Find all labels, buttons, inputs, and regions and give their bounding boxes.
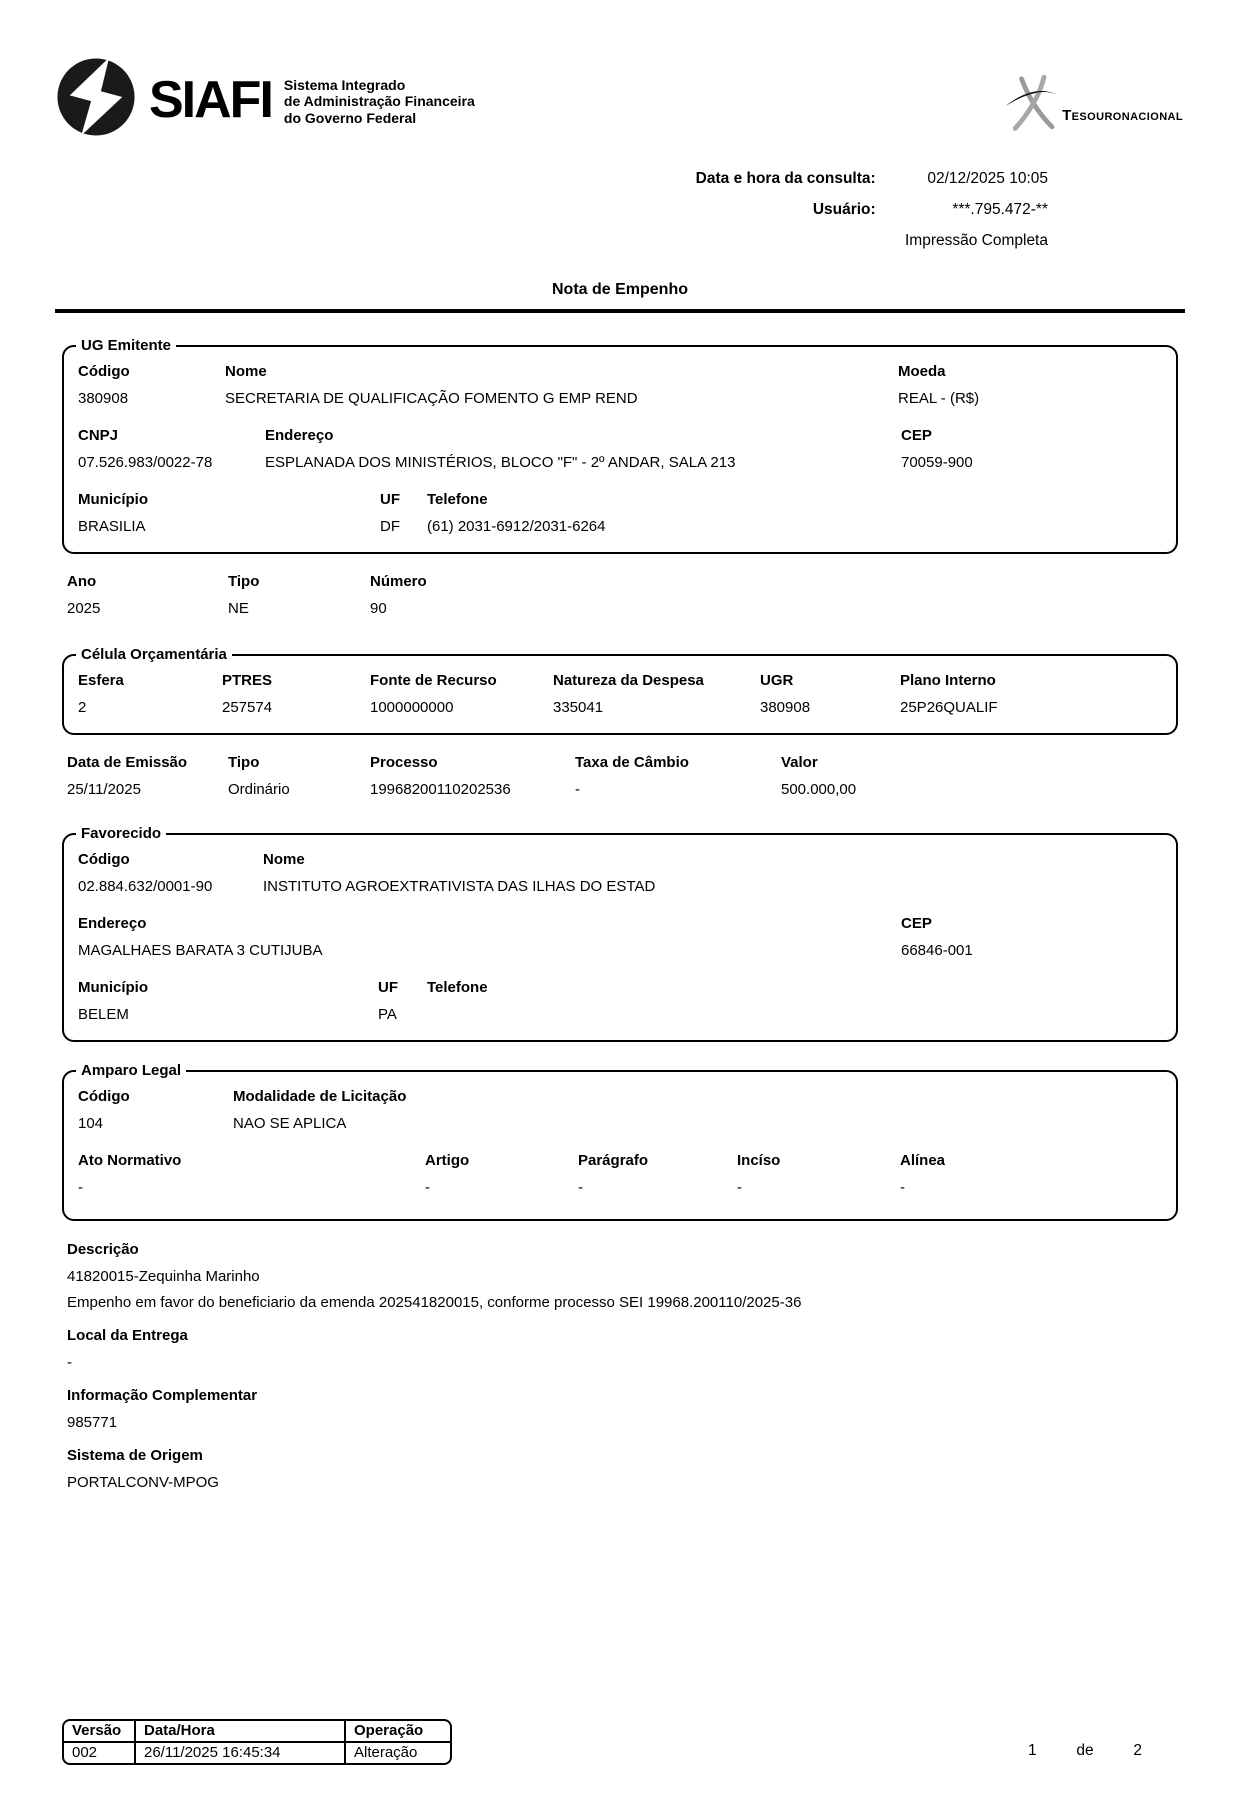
document-page — [0, 56, 1240, 299]
data-emissao-label: Data de Emissão — [67, 754, 188, 771]
paragrafo-value: - — [578, 1179, 583, 1196]
operacao-cell: Alteração — [354, 1744, 418, 1761]
alinea-label: Alínea — [900, 1152, 946, 1169]
title-divider — [55, 309, 1185, 313]
ug-moeda-value: REAL - (R$) — [898, 390, 980, 407]
page-number — [1028, 1742, 1142, 1760]
processo-value: 19968200110202536 — [370, 781, 511, 798]
ug-row-3 — [78, 486, 1162, 540]
ug-uf-label: UF — [380, 491, 400, 508]
info-complementar-section — [62, 1382, 1178, 1436]
fieldset-favorecido — [62, 825, 1178, 1042]
descricao-line-1: 41820015-Zequinha Marinho — [67, 1268, 260, 1285]
page-separator: de — [1076, 1742, 1094, 1759]
usuario-value: ***.795.472-** — [952, 201, 1048, 218]
plano-interno-label: Plano Interno — [900, 672, 996, 689]
favorecido-legend: Favorecido — [81, 825, 162, 842]
processo-label: Processo — [370, 754, 438, 771]
versao-cell: 002 — [64, 1743, 136, 1763]
fonte-recurso-value: 1000000000 — [370, 699, 454, 716]
siafi-tagline-line: do Governo Federal — [283, 109, 417, 126]
favorecido-endereco-label: Endereço — [78, 915, 147, 932]
ano-value: 2025 — [67, 600, 101, 617]
ug-municipio-value: BRASILIA — [78, 518, 146, 535]
ug-endereco-label: Endereço — [265, 427, 334, 444]
ug-emitente-legend: UG Emitente — [81, 337, 172, 354]
ptres-label: PTRES — [222, 672, 273, 689]
version-table-header-row — [64, 1721, 450, 1743]
favorecido-row-1 — [78, 846, 1162, 900]
favorecido-nome-label: Nome — [263, 851, 305, 868]
info-complementar-value: 985771 — [67, 1414, 118, 1431]
header — [55, 56, 1185, 143]
ug-nome-value: SECRETARIA DE QUALIFICAÇÃO FOMENTO G EMP REND — [225, 390, 638, 407]
tipo-label: Tipo — [228, 573, 260, 590]
sistema-origem-value: PORTALCONV-MPOG — [67, 1474, 219, 1491]
inciso-label: Incíso — [737, 1152, 781, 1169]
amparo-codigo-value: 104 — [78, 1115, 104, 1132]
info-complementar-label: Informação Complementar — [67, 1387, 258, 1404]
sistema-origem-section — [62, 1442, 1178, 1496]
plano-interno-value: 25P26QUALIF — [900, 699, 998, 716]
siafi-logo — [55, 56, 475, 143]
alinea-value: - — [900, 1179, 905, 1196]
ug-nome-label: Nome — [225, 363, 267, 380]
favorecido-cep-label: CEP — [901, 915, 932, 932]
local-entrega-label: Local da Entrega — [67, 1327, 188, 1344]
siafi-mark-icon — [55, 56, 137, 143]
taxa-cambio-value: - — [575, 781, 580, 798]
page-total: 2 — [1133, 1742, 1142, 1759]
natureza-despesa-value: 335041 — [553, 699, 604, 716]
celula-legend: Célula Orçamentária — [81, 646, 227, 663]
modalidade-licitacao-value: NAO SE APLICA — [233, 1115, 347, 1132]
local-entrega-value: - — [67, 1354, 72, 1371]
siafi-tagline — [284, 77, 475, 127]
inciso-value: - — [737, 1179, 742, 1196]
fieldset-amparo-legal — [62, 1062, 1178, 1221]
favorecido-municipio-value: BELEM — [78, 1006, 129, 1023]
ug-codigo-label: Código — [78, 363, 130, 380]
usuario-label: Usuário: — [812, 201, 876, 218]
consulta-label: Data e hora da consulta: — [695, 170, 876, 187]
meta-row — [55, 194, 1048, 225]
fieldset-ug-emitente — [62, 337, 1178, 554]
favorecido-row-2 — [78, 910, 1162, 964]
impressao-completa: Impressão Completa — [904, 232, 1048, 249]
ug-endereco-value: ESPLANADA DOS MINISTÉRIOS, BLOCO "F" - 2º ANDAR, SALA 213 — [265, 454, 736, 471]
ano-label: Ano — [67, 573, 97, 590]
favorecido-codigo-value: 02.884.632/0001-90 — [78, 878, 213, 895]
amparo-row-1 — [78, 1083, 1162, 1137]
descricao-label: Descrição — [67, 1241, 139, 1258]
ug-cnpj-label: CNPJ — [78, 427, 119, 444]
operacao-header: Operação — [346, 1721, 450, 1743]
tesouro-mark-icon — [1004, 72, 1060, 137]
siafi-wordmark: SIAFI — [149, 70, 272, 129]
celula-row — [78, 667, 1162, 721]
tesouro-wordmark: tesouronacional — [1062, 107, 1183, 124]
amparo-codigo-label: Código — [78, 1088, 130, 1105]
ug-cep-label: CEP — [901, 427, 932, 444]
taxa-cambio-label: Taxa de Câmbio — [575, 754, 689, 771]
ug-municipio-label: Município — [78, 491, 148, 508]
descricao-section — [62, 1236, 1178, 1316]
ug-telefone-label: Telefone — [427, 491, 488, 508]
data-emissao-value: 25/11/2025 — [67, 781, 141, 798]
valor-label: Valor — [781, 754, 818, 771]
emissao-tipo-label: Tipo — [228, 754, 260, 771]
version-table-wrap — [62, 1719, 452, 1765]
numero-value: 90 — [370, 600, 387, 617]
favorecido-codigo-label: Código — [78, 851, 130, 868]
favorecido-nome-value: INSTITUTO AGROEXTRATIVISTA DAS ILHAS DO ESTAD — [263, 878, 656, 895]
data-hora-cell: 26/11/2025 16:45:34 — [136, 1743, 346, 1763]
ato-normativo-label: Ato Normativo — [78, 1152, 182, 1169]
favorecido-cep-value: 66846-001 — [901, 942, 973, 959]
valor-value: 500.000,00 — [781, 781, 857, 798]
modalidade-licitacao-label: Modalidade de Licitação — [233, 1088, 407, 1105]
sistema-origem-label: Sistema de Origem — [67, 1447, 203, 1464]
ug-row-2 — [78, 422, 1162, 476]
favorecido-row-3 — [78, 974, 1162, 1028]
ug-cnpj-value: 07.526.983/0022-78 — [78, 454, 213, 471]
ug-codigo-value: 380908 — [78, 390, 129, 407]
fieldset-celula-orcamentaria — [62, 646, 1178, 735]
ug-moeda-label: Moeda — [898, 363, 946, 380]
tesouro-nacional-logo — [1004, 72, 1183, 137]
version-table — [62, 1719, 452, 1765]
consulta-value: 02/12/2025 10:05 — [927, 170, 1048, 187]
favorecido-uf-value: PA — [378, 1006, 397, 1023]
version-table-row — [64, 1743, 450, 1763]
favorecido-municipio-label: Município — [78, 979, 148, 996]
ug-uf-value: DF — [380, 518, 400, 535]
numero-label: Número — [370, 573, 427, 590]
favorecido-endereco-value: MAGALHAES BARATA 3 CUTIJUBA — [78, 942, 323, 959]
emissao-tipo-value: Ordinário — [228, 781, 290, 798]
ug-cep-value: 70059-900 — [901, 454, 973, 471]
amparo-legend: Amparo Legal — [81, 1062, 182, 1079]
versao-header: Versão — [64, 1721, 136, 1743]
ug-row-1 — [78, 358, 1162, 412]
query-meta — [55, 163, 1048, 256]
descricao-line-2: Empenho em favor do beneficiario da emenda 202541820015, conforme processo SEI 19968.200110/2025-36 — [67, 1294, 802, 1311]
page-current: 1 — [1028, 1742, 1037, 1759]
amparo-row-2 — [78, 1147, 1162, 1201]
artigo-value: - — [425, 1179, 430, 1196]
data-hora-header: Data/Hora — [136, 1721, 346, 1743]
favorecido-telefone-label: Telefone — [427, 979, 488, 996]
siafi-tagline-line: de Administração Financeira — [283, 93, 475, 110]
emissao-row — [62, 749, 1178, 803]
identificacao-row — [62, 568, 1178, 622]
local-entrega-section — [62, 1322, 1178, 1376]
favorecido-uf-label: UF — [378, 979, 398, 996]
ugr-label: UGR — [760, 672, 794, 689]
natureza-despesa-label: Natureza da Despesa — [553, 672, 704, 689]
ato-normativo-value: - — [78, 1179, 83, 1196]
esfera-label: Esfera — [78, 672, 124, 689]
tipo-value: NE — [228, 600, 249, 617]
fonte-recurso-label: Fonte de Recurso — [370, 672, 497, 689]
ug-telefone-value: (61) 2031-6912/2031-6264 — [427, 518, 606, 535]
ugr-value: 380908 — [760, 699, 811, 716]
artigo-label: Artigo — [425, 1152, 470, 1169]
ptres-value: 257574 — [222, 699, 273, 716]
paragrafo-label: Parágrafo — [578, 1152, 649, 1169]
siafi-tagline-line: Sistema Integrado — [283, 76, 406, 93]
page-title: Nota de Empenho — [551, 281, 688, 298]
meta-row — [55, 163, 1048, 194]
esfera-value: 2 — [78, 699, 87, 716]
